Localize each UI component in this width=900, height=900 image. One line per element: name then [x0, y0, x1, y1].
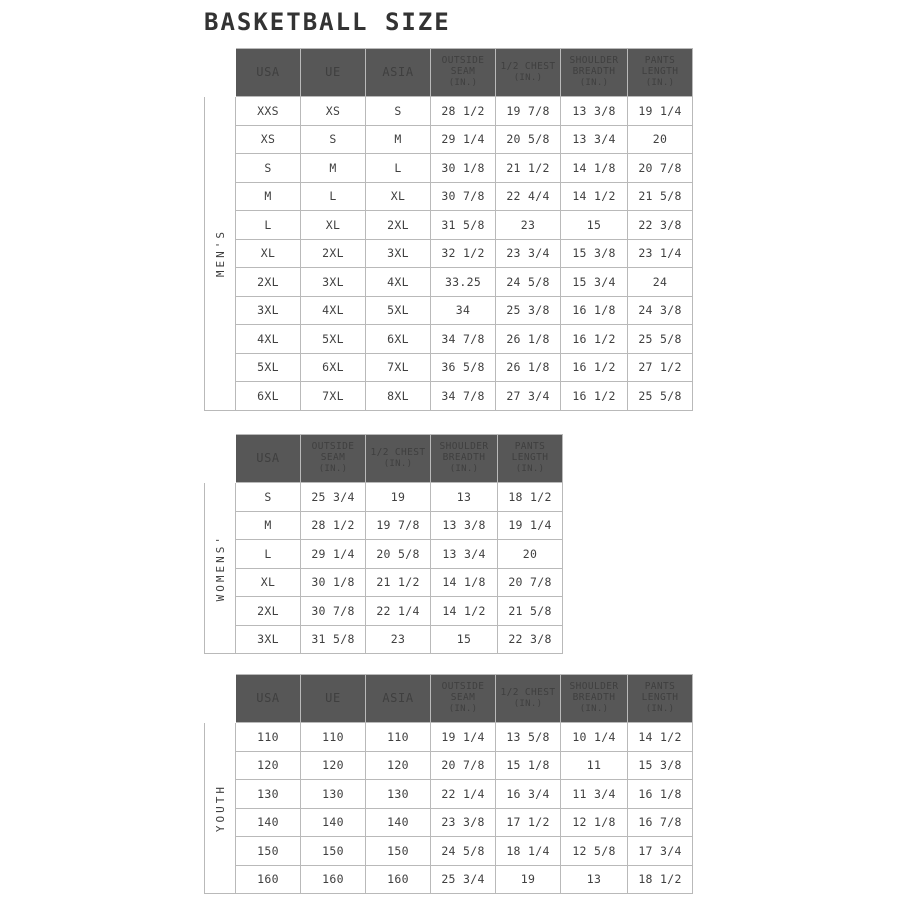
- col-header-unit: (IN.): [579, 704, 609, 715]
- table-cell: 22 1/4: [431, 780, 496, 809]
- youth-header-corner: [205, 675, 236, 723]
- table-cell: 29 1/4: [431, 125, 496, 154]
- row-group-label-text: YOUTH: [213, 783, 227, 833]
- table-cell: 22 3/8: [498, 625, 563, 654]
- table-cell: XL: [236, 239, 301, 268]
- table-cell: 3XL: [366, 239, 431, 268]
- table-row: [205, 483, 563, 512]
- table-cell: 15: [431, 625, 498, 654]
- table-cell: 120: [301, 751, 366, 780]
- table-cell: 23 1/4: [628, 239, 693, 268]
- col-header-label: USA: [256, 450, 280, 465]
- table-cell: XS: [301, 97, 366, 126]
- table-cell: 22 4/4: [496, 182, 561, 211]
- col-header-label: SHOULDER BREADTH: [569, 55, 619, 78]
- table-cell: 4XL: [236, 325, 301, 354]
- table-cell: 14 1/2: [628, 723, 693, 752]
- table-cell: 16 1/2: [561, 325, 628, 354]
- row-group-label-text: MEN'S: [213, 229, 227, 278]
- table-cell: 150: [366, 837, 431, 866]
- table-cell: M: [301, 154, 366, 183]
- table-row: [205, 125, 693, 154]
- table-cell: 2XL: [301, 239, 366, 268]
- table-cell: S: [236, 483, 301, 512]
- womens-col-header: [301, 435, 366, 483]
- col-header-unit: (IN.): [515, 464, 545, 475]
- table-cell: 27 1/2: [628, 353, 693, 382]
- col-header-label: SHOULDER BREADTH: [569, 681, 619, 704]
- table-cell: 25 3/8: [496, 296, 561, 325]
- mens-col-header: [431, 49, 496, 97]
- table-cell: 3XL: [236, 625, 301, 654]
- table-cell: 13: [561, 865, 628, 894]
- table-cell: 30 7/8: [301, 597, 366, 626]
- table-cell: 16 7/8: [628, 808, 693, 837]
- table-cell: 6XL: [236, 382, 301, 411]
- table-cell: 19: [366, 483, 431, 512]
- table-cell: 21 1/2: [496, 154, 561, 183]
- col-header-unit: (IN.): [645, 78, 675, 89]
- col-header-unit: (IN.): [448, 704, 478, 715]
- col-header-label: UE: [325, 64, 341, 79]
- table-cell: 24 5/8: [496, 268, 561, 297]
- table-cell: 13 3/8: [561, 97, 628, 126]
- table-row: [205, 625, 563, 654]
- table-cell: 22 1/4: [366, 597, 431, 626]
- womens-col-header: [236, 435, 301, 483]
- youth-col-header: [628, 675, 693, 723]
- table-cell: 30 1/8: [431, 154, 496, 183]
- table-row: [205, 182, 693, 211]
- table-row: [205, 296, 693, 325]
- table-cell: 13: [431, 483, 498, 512]
- table-cell: L: [301, 182, 366, 211]
- table-cell: 34: [431, 296, 496, 325]
- table-cell: 110: [366, 723, 431, 752]
- row-group-label-text: WOMENS': [213, 534, 227, 602]
- table-cell: 130: [301, 780, 366, 809]
- col-header-unit: (IN.): [448, 78, 478, 89]
- table-cell: 5XL: [236, 353, 301, 382]
- col-header-label: PANTS LENGTH: [511, 441, 549, 464]
- table-cell: 14 1/8: [561, 154, 628, 183]
- youth-size-table: [204, 674, 693, 894]
- table-row: [205, 751, 693, 780]
- table-cell: 25 5/8: [628, 382, 693, 411]
- table-cell: 7XL: [366, 353, 431, 382]
- table-cell: S: [366, 97, 431, 126]
- table-row: [205, 540, 563, 569]
- table-cell: 3XL: [301, 268, 366, 297]
- table-cell: 19 7/8: [366, 511, 431, 540]
- table-cell: 120: [366, 751, 431, 780]
- table-cell: 17 3/4: [628, 837, 693, 866]
- page-title: BASKETBALL SIZE: [204, 8, 451, 36]
- table-cell: XL: [236, 568, 301, 597]
- table-cell: 33.25: [431, 268, 496, 297]
- table-cell: 160: [236, 865, 301, 894]
- col-header-label: 1/2 CHEST: [500, 60, 556, 72]
- col-header-label: 1/2 CHEST: [500, 686, 556, 698]
- table-cell: 16 1/2: [561, 382, 628, 411]
- col-header-label: ASIA: [382, 64, 414, 79]
- table-cell: 5XL: [301, 325, 366, 354]
- mens-size-table-wrapper: [204, 48, 693, 411]
- table-row: [205, 837, 693, 866]
- table-cell: 15 3/4: [561, 268, 628, 297]
- table-cell: 36 5/8: [431, 353, 496, 382]
- col-header-label: USA: [256, 690, 280, 705]
- table-cell: 14 1/8: [431, 568, 498, 597]
- table-cell: 20 5/8: [496, 125, 561, 154]
- youth-col-header: [561, 675, 628, 723]
- table-cell: 24: [628, 268, 693, 297]
- table-cell: 2XL: [366, 211, 431, 240]
- table-cell: 23 3/4: [496, 239, 561, 268]
- table-cell: 6XL: [366, 325, 431, 354]
- table-cell: 34 7/8: [431, 382, 496, 411]
- table-row: [205, 211, 693, 240]
- col-header-unit: (IN.): [513, 72, 543, 83]
- table-row: [205, 780, 693, 809]
- table-cell: 4XL: [301, 296, 366, 325]
- table-cell: 2XL: [236, 597, 301, 626]
- table-cell: 11 3/4: [561, 780, 628, 809]
- table-cell: 20: [498, 540, 563, 569]
- col-header-label: USA: [256, 64, 280, 79]
- mens-size-table: [204, 48, 693, 411]
- table-cell: 23: [366, 625, 431, 654]
- table-cell: 16 1/8: [628, 780, 693, 809]
- table-cell: 20: [628, 125, 693, 154]
- table-cell: 30 1/8: [301, 568, 366, 597]
- table-row: [205, 597, 563, 626]
- col-header-label: ASIA: [382, 690, 414, 705]
- table-cell: L: [236, 540, 301, 569]
- col-header-unit: (IN.): [579, 78, 609, 89]
- table-cell: 150: [301, 837, 366, 866]
- table-cell: 19 7/8: [496, 97, 561, 126]
- table-cell: 34 7/8: [431, 325, 496, 354]
- table-cell: 24 3/8: [628, 296, 693, 325]
- table-cell: M: [236, 182, 301, 211]
- table-cell: 21 1/2: [366, 568, 431, 597]
- mens-col-header: [236, 49, 301, 97]
- col-header-unit: (IN.): [645, 704, 675, 715]
- table-cell: 24 5/8: [431, 837, 496, 866]
- table-cell: 25 3/4: [301, 483, 366, 512]
- table-cell: M: [236, 511, 301, 540]
- table-cell: 15 1/8: [496, 751, 561, 780]
- table-cell: 6XL: [301, 353, 366, 382]
- table-cell: 31 5/8: [301, 625, 366, 654]
- youth-col-header: [301, 675, 366, 723]
- table-cell: 16 3/4: [496, 780, 561, 809]
- youth-size-table-wrapper: [204, 674, 693, 894]
- table-cell: 20 7/8: [498, 568, 563, 597]
- table-cell: L: [366, 154, 431, 183]
- table-cell: 19 1/4: [498, 511, 563, 540]
- womens-col-header: [498, 435, 563, 483]
- col-header-label: OUTSIDE SEAM: [441, 681, 485, 704]
- womens-size-table-wrapper: [204, 434, 563, 654]
- table-cell: 120: [236, 751, 301, 780]
- table-cell: M: [366, 125, 431, 154]
- table-row: [205, 382, 693, 411]
- col-header-label: UE: [325, 690, 341, 705]
- mens-col-header: [628, 49, 693, 97]
- mens-col-header: [301, 49, 366, 97]
- table-row: [205, 865, 693, 894]
- table-cell: 4XL: [366, 268, 431, 297]
- table-cell: 3XL: [236, 296, 301, 325]
- table-cell: 21 5/8: [498, 597, 563, 626]
- table-cell: 13 5/8: [496, 723, 561, 752]
- table-cell: 22 3/8: [628, 211, 693, 240]
- table-row: [205, 268, 693, 297]
- table-cell: 110: [301, 723, 366, 752]
- table-cell: XXS: [236, 97, 301, 126]
- table-row: [205, 353, 693, 382]
- table-cell: 29 1/4: [301, 540, 366, 569]
- table-row: [205, 239, 693, 268]
- table-cell: 25 3/4: [431, 865, 496, 894]
- table-cell: 17 1/2: [496, 808, 561, 837]
- table-cell: 130: [366, 780, 431, 809]
- womens-col-header: [366, 435, 431, 483]
- table-cell: 7XL: [301, 382, 366, 411]
- table-cell: 25 5/8: [628, 325, 693, 354]
- table-row: [205, 325, 693, 354]
- table-cell: 28 1/2: [431, 97, 496, 126]
- table-row: [205, 97, 693, 126]
- mens-col-header: [496, 49, 561, 97]
- table-cell: 26 1/8: [496, 353, 561, 382]
- mens-col-header: [366, 49, 431, 97]
- table-cell: 14 1/2: [431, 597, 498, 626]
- mens-col-header: [561, 49, 628, 97]
- col-header-label: SHOULDER BREADTH: [439, 441, 489, 464]
- table-cell: 140: [236, 808, 301, 837]
- table-cell: 11: [561, 751, 628, 780]
- youth-col-header: [431, 675, 496, 723]
- table-cell: 19 1/4: [431, 723, 496, 752]
- mens-row-group-label: [205, 97, 236, 411]
- table-cell: 160: [366, 865, 431, 894]
- table-cell: S: [236, 154, 301, 183]
- table-cell: 20 5/8: [366, 540, 431, 569]
- table-cell: 12 5/8: [561, 837, 628, 866]
- table-cell: 5XL: [366, 296, 431, 325]
- table-cell: 15 3/8: [628, 751, 693, 780]
- table-cell: 16 1/8: [561, 296, 628, 325]
- col-header-label: OUTSIDE SEAM: [441, 55, 485, 78]
- table-cell: 19: [496, 865, 561, 894]
- table-cell: 14 1/2: [561, 182, 628, 211]
- table-row: [205, 568, 563, 597]
- table-row: [205, 723, 693, 752]
- table-row: [205, 511, 563, 540]
- table-cell: 10 1/4: [561, 723, 628, 752]
- table-cell: 12 1/8: [561, 808, 628, 837]
- youth-col-header: [236, 675, 301, 723]
- col-header-unit: (IN.): [318, 464, 348, 475]
- table-cell: 18 1/2: [498, 483, 563, 512]
- table-cell: 130: [236, 780, 301, 809]
- col-header-unit: (IN.): [513, 698, 543, 709]
- table-cell: 28 1/2: [301, 511, 366, 540]
- col-header-label: PANTS LENGTH: [641, 55, 679, 78]
- table-cell: 13 3/8: [431, 511, 498, 540]
- table-cell: 110: [236, 723, 301, 752]
- table-cell: 23: [496, 211, 561, 240]
- womens-col-header: [431, 435, 498, 483]
- col-header-unit: (IN.): [383, 458, 413, 469]
- table-cell: 19 1/4: [628, 97, 693, 126]
- table-cell: 13 3/4: [431, 540, 498, 569]
- table-cell: 13 3/4: [561, 125, 628, 154]
- table-cell: 20 7/8: [431, 751, 496, 780]
- table-cell: 30 7/8: [431, 182, 496, 211]
- table-cell: 18 1/4: [496, 837, 561, 866]
- youth-col-header: [366, 675, 431, 723]
- table-cell: 160: [301, 865, 366, 894]
- table-cell: 15: [561, 211, 628, 240]
- col-header-label: OUTSIDE SEAM: [311, 441, 355, 464]
- table-cell: 18 1/2: [628, 865, 693, 894]
- mens-header-corner: [205, 49, 236, 97]
- table-row: [205, 154, 693, 183]
- table-cell: 15 3/8: [561, 239, 628, 268]
- table-cell: XL: [366, 182, 431, 211]
- table-cell: 150: [236, 837, 301, 866]
- table-cell: 140: [301, 808, 366, 837]
- table-cell: 21 5/8: [628, 182, 693, 211]
- col-header-unit: (IN.): [449, 464, 479, 475]
- table-cell: 26 1/8: [496, 325, 561, 354]
- table-cell: 16 1/2: [561, 353, 628, 382]
- table-cell: 20 7/8: [628, 154, 693, 183]
- table-cell: 8XL: [366, 382, 431, 411]
- table-cell: XS: [236, 125, 301, 154]
- table-cell: XL: [301, 211, 366, 240]
- table-cell: 140: [366, 808, 431, 837]
- womens-row-group-label: [205, 483, 236, 654]
- table-cell: 2XL: [236, 268, 301, 297]
- table-cell: S: [301, 125, 366, 154]
- col-header-label: 1/2 CHEST: [370, 446, 426, 458]
- table-cell: 23 3/8: [431, 808, 496, 837]
- table-cell: 27 3/4: [496, 382, 561, 411]
- table-cell: 32 1/2: [431, 239, 496, 268]
- youth-row-group-label: [205, 723, 236, 894]
- womens-size-table: [204, 434, 563, 654]
- table-cell: 31 5/8: [431, 211, 496, 240]
- womens-header-corner: [205, 435, 236, 483]
- table-row: [205, 808, 693, 837]
- table-cell: L: [236, 211, 301, 240]
- youth-col-header: [496, 675, 561, 723]
- col-header-label: PANTS LENGTH: [641, 681, 679, 704]
